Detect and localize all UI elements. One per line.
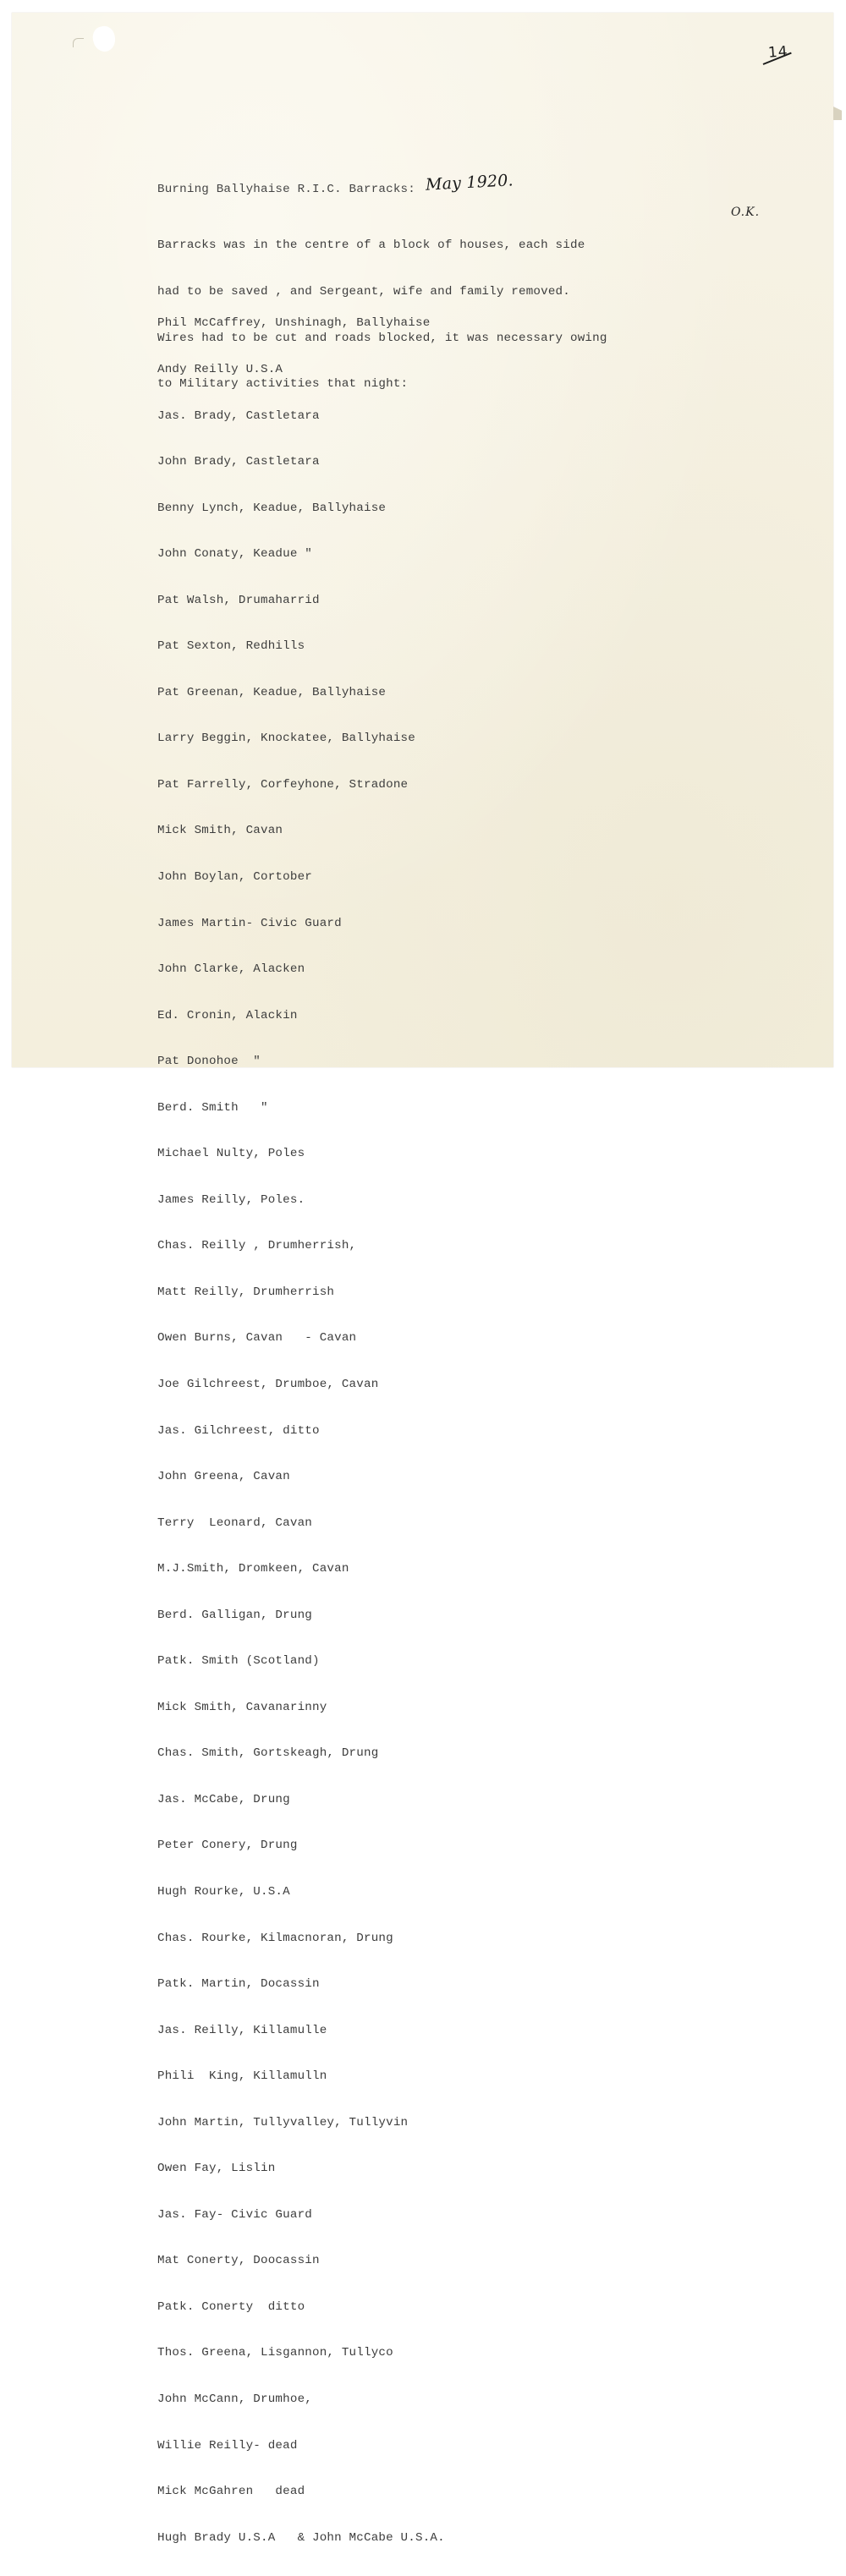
roster-entry: Phili King, Killamulln: [157, 2069, 327, 2084]
roster-entry: Hugh Rourke, U.S.A: [157, 1885, 290, 1899]
document-page: [12, 13, 833, 2545]
roster-entry: John Clarke, Alacken: [157, 962, 305, 977]
roster-entry: Pat Sexton, Redhills: [157, 639, 305, 654]
roster-entry: Pat Greenan, Keadue, Ballyhaise: [157, 685, 387, 699]
roster-entry: Berd. Smith ": [157, 1100, 268, 1115]
roster-entry: Chas. Reilly , Drumherrish,: [157, 1239, 357, 1253]
roster-entry: Peter Conery, Drung: [157, 1839, 298, 1853]
roster-entry: Pat Farrelly, Corfeyhone, Stradone: [157, 777, 409, 792]
roster-entry: John Brady, Castletara: [157, 455, 320, 469]
roster-entry: Berd. Galligan, Drung: [157, 1608, 312, 1622]
handwritten-date: May 1920.: [425, 171, 514, 195]
roster-entry: John Boylan, Cortober: [157, 869, 312, 884]
participant-roster: [157, 285, 445, 2576]
roster-entry: Phil McCaffrey, Unshinagh, Ballyhaise: [157, 316, 431, 331]
roster-entry: Mat Conerty, Doocassin: [157, 2254, 320, 2268]
roster-entry: Willie Reilly- dead: [157, 2438, 298, 2453]
roster-entry: John Conaty, Keadue ": [157, 547, 312, 562]
roster-entry: Chas. Rourke, Kilmacnoran, Drung: [157, 1931, 393, 1945]
punch-hole: [91, 25, 118, 53]
intro-line: had to be saved , and Sergeant, wife and family removed.: [157, 285, 570, 299]
roster-entry: James Martin- Civic Guard: [157, 916, 342, 930]
roster-entry: Owen Burns, Cavan - Cavan: [157, 1331, 357, 1346]
roster-entry: Jas. Gilchreest, ditto: [157, 1423, 320, 1438]
roster-entry: Patk. Smith (Scotland): [157, 1654, 320, 1669]
roster-entry: Thos. Greena, Lisgannon, Tullyco: [157, 2346, 393, 2360]
roster-entry: John McCann, Drumhoe,: [157, 2392, 312, 2407]
roster-entry: Andy Reilly U.S.A: [157, 362, 283, 376]
approval-mark: O.K.: [731, 206, 761, 219]
punch-mark: [73, 38, 84, 47]
roster-entry: James Reilly, Poles.: [157, 1192, 305, 1207]
intro-line: Wires had to be cut and roads blocked, it was necessary owing: [157, 331, 607, 345]
roster-entry: M.J.Smith, Dromkeen, Cavan: [157, 1562, 349, 1576]
roster-entry: Patk. Conerty ditto: [157, 2299, 305, 2314]
torn-edge-tab: [833, 107, 842, 120]
roster-entry: Mick McGahren dead: [157, 2485, 305, 2499]
document-heading: Burning Ballyhaise R.I.C. Barracks:: [157, 183, 415, 196]
roster-entry: Mick Smith, Cavan: [157, 824, 283, 838]
roster-entry: Joe Gilchreest, Drumboe, Cavan: [157, 1377, 379, 1391]
intro-line: Barracks was in the centre of a block of houses, each side: [157, 238, 585, 253]
intro-line: to Military activities that night:: [157, 377, 409, 392]
page-number: 14: [767, 43, 789, 62]
roster-entry: Benny Lynch, Keadue, Ballyhaise: [157, 501, 387, 515]
roster-entry: Patk. Martin, Docassin: [157, 1977, 320, 1992]
roster-entry: John Greena, Cavan: [157, 1470, 290, 1484]
roster-entry: Mick Smith, Cavanarinny: [157, 1700, 327, 1714]
roster-entry: Jas. Reilly, Killamulle: [157, 2023, 327, 2037]
roster-entry: Terry Leonard, Cavan: [157, 1515, 312, 1530]
roster-entry: Chas. Smith, Gortskeagh, Drung: [157, 1746, 379, 1761]
roster-entry: Jas. Fay- Civic Guard: [157, 2207, 312, 2222]
roster-entry: Larry Beggin, Knockatee, Ballyhaise: [157, 732, 415, 746]
roster-entry: Jas. Brady, Castletara: [157, 408, 320, 423]
roster-entry: Matt Reilly, Drumherrish: [157, 1285, 335, 1299]
roster-entry: Jas. McCabe, Drung: [157, 1792, 290, 1806]
roster-entry: Michael Nulty, Poles: [157, 1147, 305, 1161]
roster-entry: Hugh Brady U.S.A & John McCabe U.S.A.: [157, 2530, 445, 2545]
roster-entry: Pat Walsh, Drumaharrid: [157, 593, 320, 607]
roster-entry: John Martin, Tullyvalley, Tullyvin: [157, 2115, 409, 2129]
heading-row: [157, 171, 514, 197]
roster-entry: Pat Donohoe ": [157, 1055, 261, 1069]
roster-entry: Owen Fay, Lislin: [157, 2162, 276, 2176]
roster-entry: Ed. Cronin, Alackin: [157, 1008, 298, 1022]
